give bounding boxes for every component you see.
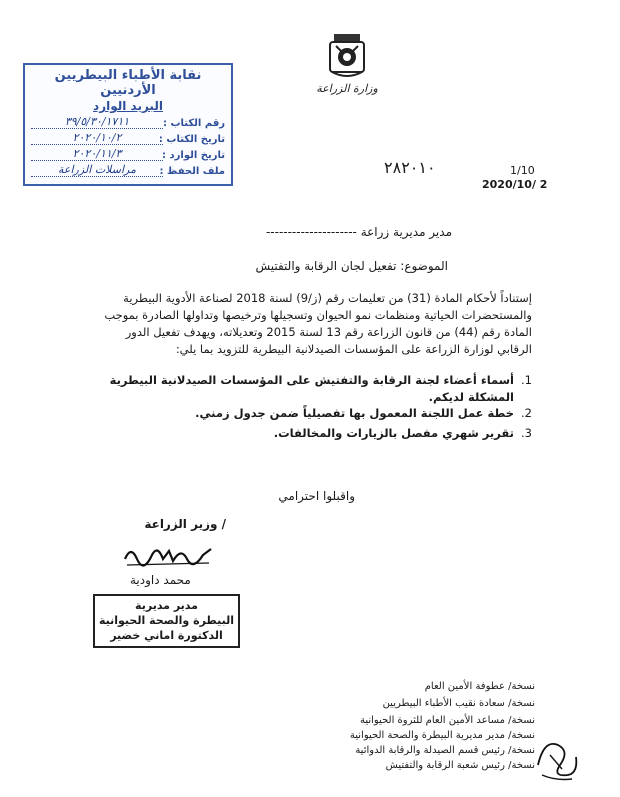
handwritten-initials-icon — [532, 735, 584, 783]
copy-recipient: نسخة/ مدير مديرية البيطرة والصحة الحيوانية — [349, 730, 535, 741]
copy-recipient: نسخة/ مساعد الأمين العام للثروة الحيوانية — [359, 715, 535, 726]
ministry-emblem-icon — [322, 30, 372, 80]
letter-date: 2020/10/ 2 — [482, 178, 548, 191]
list-item-text: أسماء أعضاء لجنة الرقابة والتفتيش على المؤسسات الصيدلانية البيطرية المشكلة لديكم. — [109, 373, 514, 404]
director-stamp-line: البيطرة والصحة الحيوانية — [98, 614, 235, 627]
reference-code: 1/10 — [510, 164, 535, 177]
copy-recipient: نسخة/ رئيس شعبة الرقابة والتفتيش — [385, 760, 535, 771]
stamp-value: ٢٠٢٠/١٠/٢ — [31, 131, 163, 145]
stamp-subtitle: البريد الوارد — [93, 99, 163, 113]
copy-recipient: نسخة/ سعادة نقيب الأطباء البيطريين — [382, 698, 535, 709]
handwritten-signature-icon — [117, 537, 217, 573]
closing-line: واقبلوا احترامي — [278, 489, 355, 503]
list-item — [102, 405, 532, 422]
copy-recipient: نسخة/ عطوفة الأمين العام — [424, 681, 535, 692]
incoming-mail-stamp — [23, 63, 233, 186]
copy-recipient: نسخة/ رئيس قسم الصيدلة والرقابة الدوائية — [355, 745, 535, 756]
stamp-label: رقم الكتاب : — [163, 118, 225, 129]
addressee: مدير مديرية زراعة --------------------- — [265, 225, 452, 239]
list-item-text: تقرير شهري مفصل بالزيارات والمخالفات. — [273, 426, 514, 440]
stamp-label: تاريخ الكتاب : — [158, 134, 225, 145]
director-stamp — [93, 594, 240, 648]
signer-name: محمد داودية — [130, 573, 191, 587]
reference-number: ٢٨٢٠١٠ — [384, 158, 436, 177]
director-stamp-line: مدير مديرية — [135, 599, 198, 612]
list-item-number: 1. — [521, 373, 532, 387]
director-stamp-line: الدكتورة اماني خضير — [110, 629, 223, 642]
stamp-value: ٣٩/٥/٣٠/١٧١١ — [31, 115, 163, 129]
list-item — [102, 425, 532, 442]
subject-line: الموضوع: تفعيل لجان الرقابة والتفتيش — [255, 259, 448, 273]
stamp-row — [31, 129, 225, 145]
stamp-value: ٢٠٢٠/١١/٣ — [31, 147, 163, 161]
stamp-title: نقابة الأطباء البيطريين الأردنيين — [54, 68, 202, 98]
stamp-value: مراسلات الزراعة — [31, 163, 163, 177]
stamp-label: تاريخ الوارد : — [162, 150, 225, 161]
stamp-row — [31, 145, 225, 161]
list-item-number: 3. — [521, 426, 532, 440]
stamp-row — [31, 161, 225, 177]
list-item — [102, 372, 532, 406]
minister-title: / وزير الزراعة — [144, 517, 226, 531]
letter-body: إستناداً لأحكام المادة (31) من تعليمات رقم (ز/9) لسنة 2018 لصناعة الأدوية البيطرية والمستحضرات الحياتية ومنظمات نمو الحيوان وتسجيلها وترخيصها وتداولها الصادرة بموجب المادة رقم (44) من قانون الزراعة رقم 13 لسنة 2015 وتعديلاته، ويهدف تفعيل الدور الرقابي لوزارة الزراعة على المؤسسات الصيدلانية البيطرية للتزويد بما يلي: — [104, 291, 532, 356]
stamp-row — [31, 113, 225, 129]
list-item-text: خطة عمل اللجنة المعمول بها تفصيلياً ضمن جدول زمني. — [195, 406, 514, 420]
ministry-name: وزارة الزراعة — [316, 82, 378, 95]
stamp-label: ملف الحفظ : — [159, 166, 225, 177]
list-item-number: 2. — [521, 406, 532, 420]
